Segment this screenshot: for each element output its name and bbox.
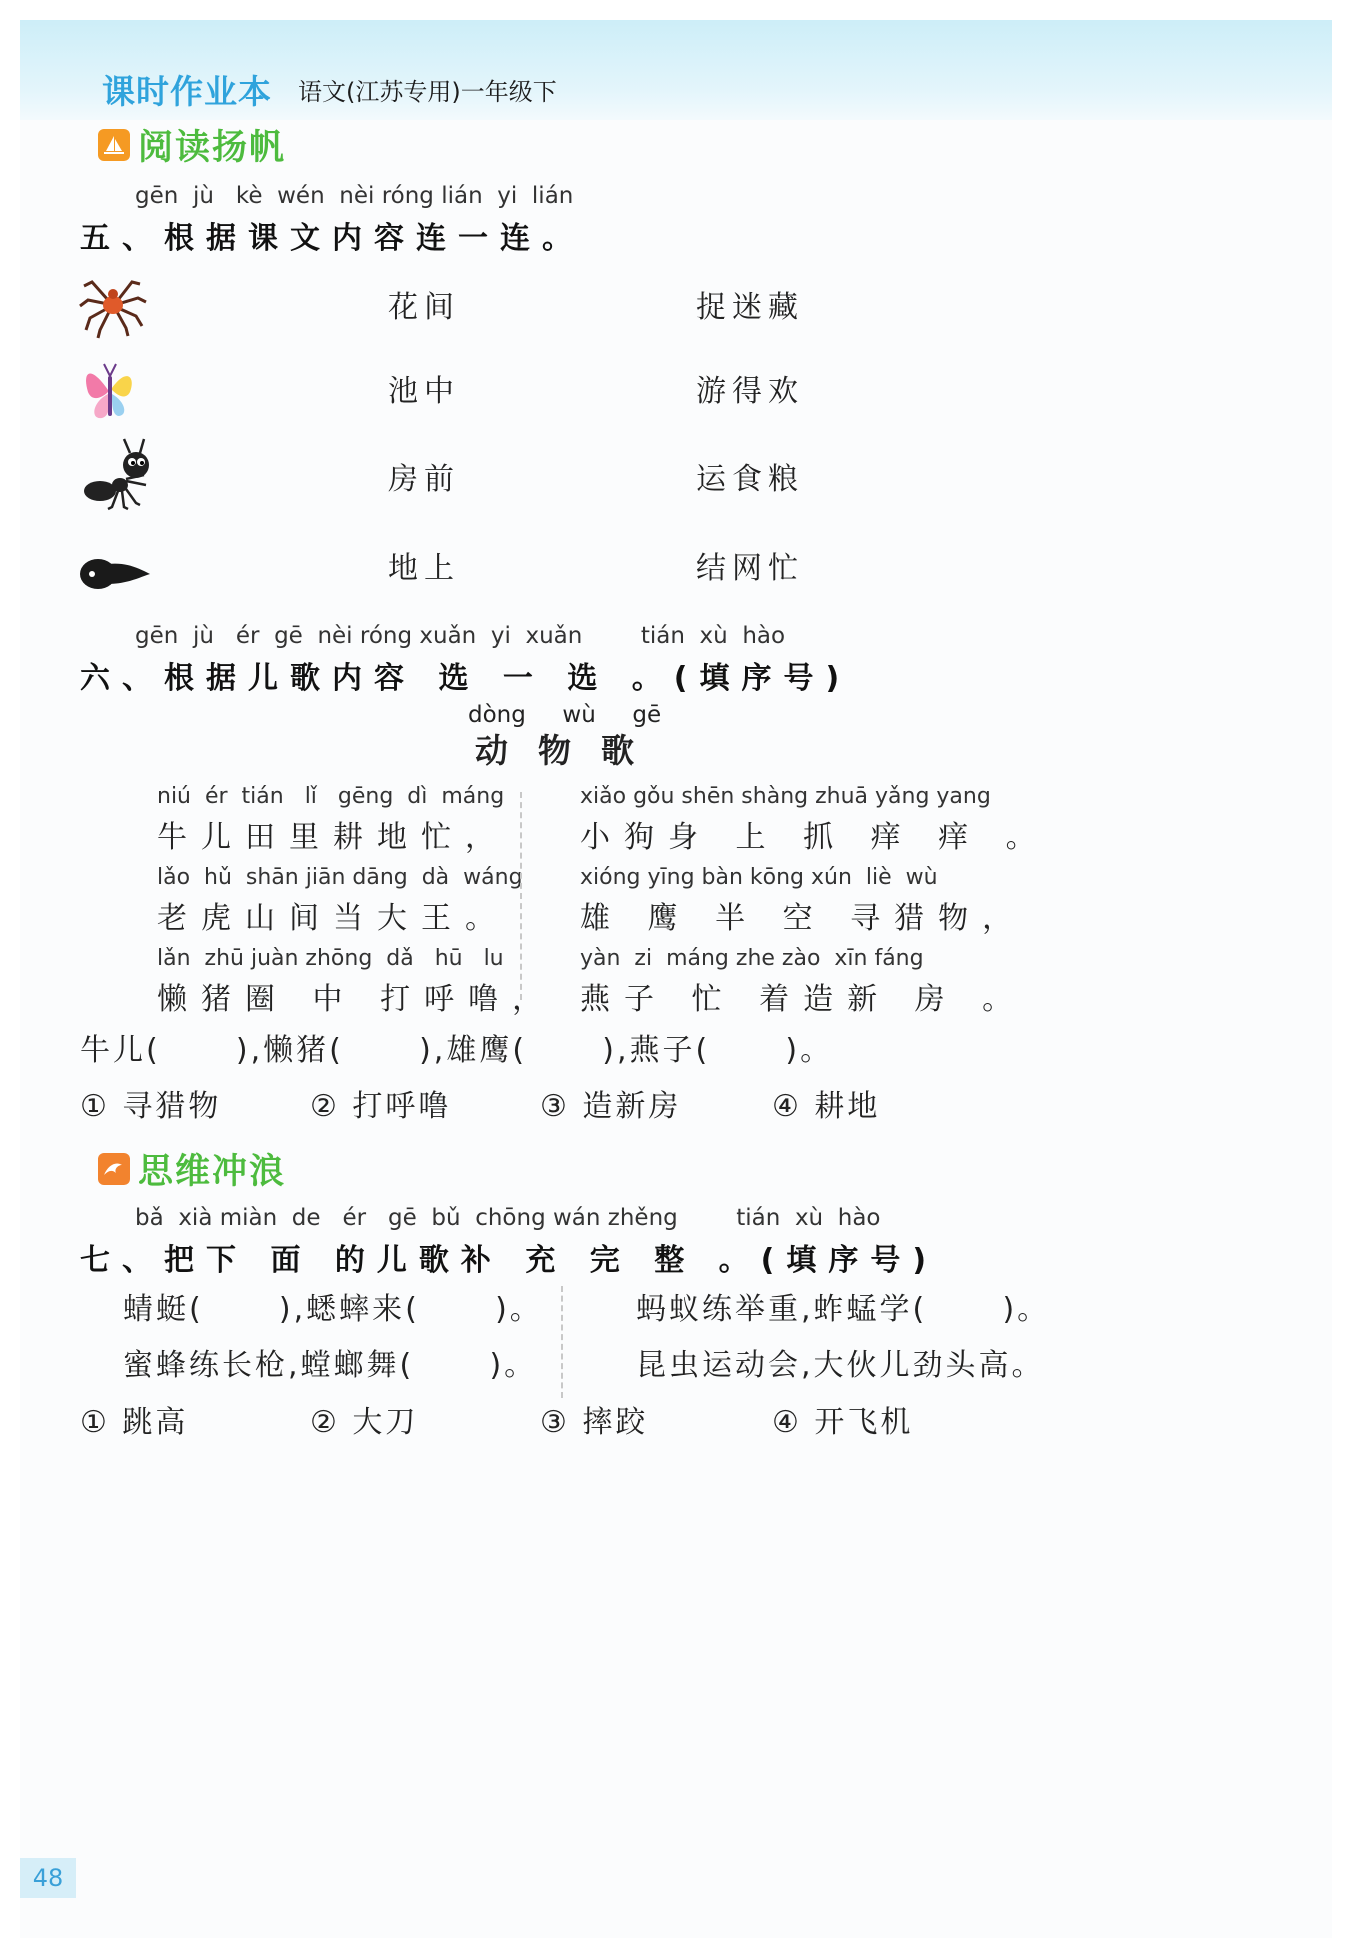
verse-line — [580, 865, 1026, 937]
q6-fill-blank: 牛儿( ),懒猪( ),雄鹰( ),燕子( )。 — [80, 1033, 834, 1068]
song-title-pinyin: dòng wù gē — [468, 702, 662, 728]
verse-line — [157, 946, 556, 1018]
verse-text: 老虎山间当大王。 — [157, 901, 509, 936]
verse-pinyin: xiǎo gǒu shēn shàng zhuā yǎng yang — [580, 784, 991, 809]
q7-option: ① 跳高 — [80, 1405, 189, 1440]
q7-line: 蜻蜓( ),蟋蟀来( )。 — [123, 1292, 543, 1327]
verse-text: 懒猪圈 中 打呼噜， — [157, 982, 557, 1017]
verse-line — [157, 865, 523, 937]
spider-icon — [78, 270, 148, 344]
question-6 — [80, 623, 851, 697]
action-word: 游得欢 — [696, 374, 804, 409]
verse-divider — [520, 792, 522, 1000]
verse-text: 雄 鹰 半 空 寻猎物， — [580, 901, 1027, 936]
q7-option: ③ 摔跤 — [540, 1405, 649, 1440]
section-reading-title: 阅读扬帆 — [138, 128, 287, 168]
question-5-text: 五、根据课文内容连一连。 — [80, 221, 584, 256]
verse-line — [580, 946, 1026, 1018]
wave-icon — [98, 1153, 130, 1185]
place-word: 花间 — [388, 290, 460, 325]
verse-pinyin: niú ér tián lǐ gēng dì máng — [157, 784, 505, 809]
question-6-pinyin: gēn jù ér gē nèi róng xuǎn yi xuǎn tián xù hào — [135, 623, 786, 649]
verse-text: 燕子 忙 着造新 房 。 — [580, 982, 1027, 1017]
question-6-text: 六、根据儿歌内容 选 一 选 。(填序号) — [80, 661, 852, 696]
q6-option: ④ 耕地 — [772, 1089, 881, 1124]
q7-option: ④ 开飞机 — [772, 1405, 914, 1440]
butterfly-icon — [80, 358, 140, 428]
song-title: 动物歌 — [475, 731, 664, 770]
ant-icon — [78, 435, 158, 519]
brand-title: 课时作业本 — [102, 72, 272, 111]
verse-line — [580, 784, 1050, 856]
verse-text: 牛儿田里耕地忙， — [157, 820, 509, 855]
verse-pinyin: lǎn zhū juàn zhōng dǎ hū lu — [157, 946, 504, 971]
verse-pinyin: xióng yīng bàn kōng xún liè wù — [580, 865, 938, 890]
action-word: 结网忙 — [696, 551, 804, 586]
q7-line: 蜜蜂练长枪,螳螂舞( )。 — [123, 1348, 538, 1383]
page-number: 48 — [20, 1858, 76, 1898]
verse-pinyin: yàn zi máng zhe zào xīn fáng — [580, 946, 924, 971]
place-word: 房前 — [388, 462, 460, 497]
q6-option: ① 寻猎物 — [80, 1089, 222, 1124]
question-5 — [80, 183, 584, 257]
q6-option: ③ 造新房 — [540, 1089, 682, 1124]
verse-pinyin: lǎo hǔ shān jiān dāng dà wáng — [157, 865, 523, 890]
q7-option: ② 大刀 — [310, 1405, 419, 1440]
question-7-text: 七、把下 面 的儿歌补 充 完 整 。(填序号) — [80, 1243, 939, 1278]
verse-line — [157, 784, 509, 856]
subject-title: 语文(江苏专用)一年级下 — [298, 78, 557, 106]
verse-text: 小狗身 上 抓 痒 痒 。 — [580, 820, 1050, 855]
question-7 — [80, 1205, 938, 1279]
place-word: 地上 — [388, 551, 460, 586]
section-thinking-title: 思维冲浪 — [138, 1152, 287, 1192]
question-7-pinyin: bǎ xià miàn de ér gē bǔ chōng wán zhěng tián xù hào — [135, 1205, 881, 1231]
section-reading-header — [98, 120, 286, 170]
question-5-pinyin: gēn jù kè wén nèi róng lián yi lián — [135, 183, 574, 209]
q7-divider — [561, 1286, 563, 1398]
sail-icon — [98, 129, 130, 161]
action-word: 捉迷藏 — [696, 290, 804, 325]
workbook-page — [20, 20, 1332, 1938]
q7-line: 昆虫运动会,大伙儿劲头高。 — [636, 1348, 1045, 1383]
q6-option: ② 打呼噜 — [310, 1089, 452, 1124]
place-word: 池中 — [388, 374, 460, 409]
section-thinking-header — [98, 1144, 286, 1194]
tadpole-icon — [78, 550, 152, 600]
action-word: 运食粮 — [696, 462, 804, 497]
q7-line: 蚂蚁练举重,蚱蜢学( )。 — [636, 1292, 1051, 1327]
